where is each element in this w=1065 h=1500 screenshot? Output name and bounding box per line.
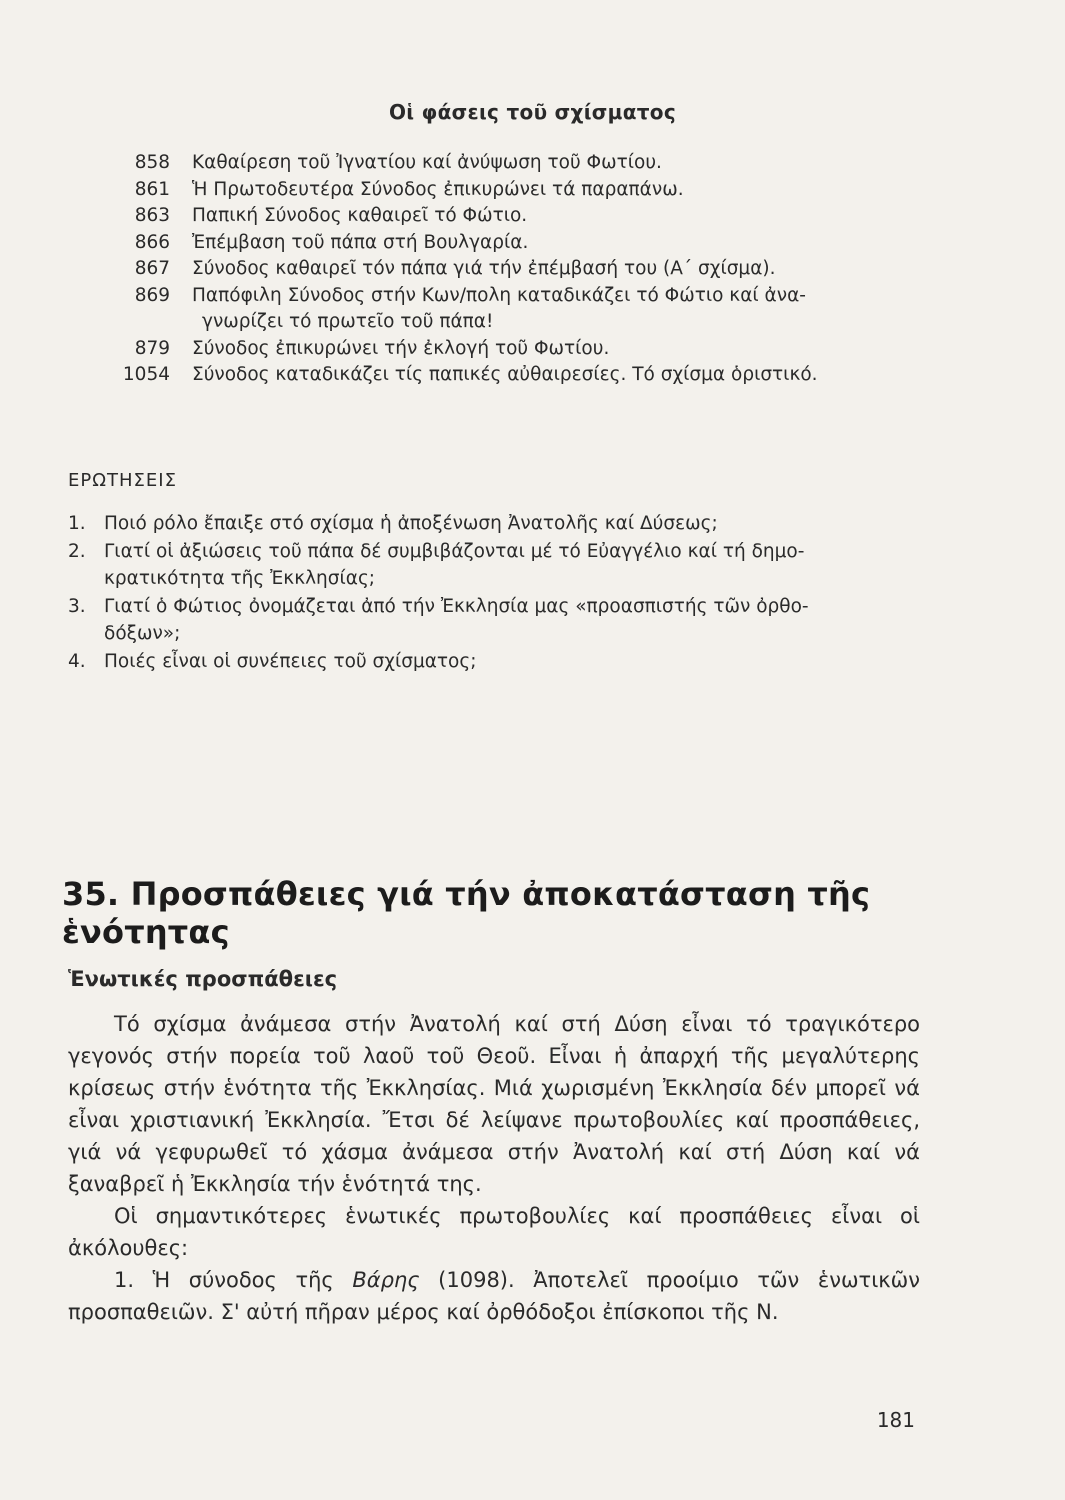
question-number: 1. [68,513,86,534]
timeline-entry [100,230,920,257]
question-item [68,648,948,676]
timeline-text: Καθαίρεση τοῦ Ἰγνατίου καί ἀνύψωση τοῦ Φωτίου. [192,152,662,173]
timeline-text: Παπική Σύνοδος καθαιρεῖ τό Φώτιο. [192,205,528,226]
paragraph-text: 1. Ἡ σύνοδος τῆς [114,1268,353,1292]
paragraph-text: (1098). Ἀποτελεῖ προοίμιο τῶν ἑνωτικῶν προσπαθειῶν. Σ' αὐτή πῆραν μέρος καί ὀρθόδοξοι ἐπίσκοποι τῆς Ν. [68,1268,920,1324]
timeline-text: Παπόφιλη Σύνοδος στήν Κων/πολη καταδικάζει τό Φώτιο καί ἀνα- [192,284,806,306]
question-number: 2. [68,540,86,562]
timeline-text-continuation: γνωρίζει τό πρωτεῖο τοῦ πάπα! [202,311,494,332]
timeline-entry [100,203,920,230]
timeline-year: 866 [134,231,170,253]
timeline-list [100,150,920,389]
question-item [68,538,948,566]
chapter-title: 35. Προσπάθειες γιά τήν ἀποκατάσταση τῆς ἑνότητας [62,875,871,951]
timeline-text: Σύνοδος ἐπικυρώνει τήν ἐκλογή τοῦ Φωτίου. [192,337,610,359]
question-number: 3. [68,595,86,617]
place-name: Βάρης [352,1268,420,1292]
question-item [68,593,948,621]
section-heading: Ἑνωτικές προσπάθειες [68,967,338,991]
chapter-body [68,1008,920,1328]
timeline-entry [100,283,920,310]
timeline-entry [100,362,920,389]
paragraph: Τό σχίσμα ἀνάμεσα στήν Ἀνατολή καί στή Δύση εἶναι τό τραγικότερο γεγονός στήν πορεία τοῦ λαοῦ τοῦ Θεοῦ. Εἶναι ἡ ἀπαρχή τῆς μεγαλύτερης κρίσεως στήν ἑνότητα τῆς Ἐκκλησίας. Μιά χωρισμένη Ἐκκλησία δέν μπορεῖ νά εἶναι χριστιανική Ἐκκλησία. Ἔτσι δέ λείψανε πρωτοβουλίες καί προσπάθειες, γιά νά γεφυρωθεῖ τό χάσμα ἀνάμεσα στήν Ἀνατολή καί στή Δύση καί νά ξαναβρεῖ ἡ Ἐκκλησία τήν ἑνότητά της. [68,1012,920,1196]
timeline-year: 861 [134,178,170,200]
timeline-year: 1054 [122,364,170,385]
timeline-title: Οἱ φάσεις τοῦ σχίσματος [389,100,676,124]
question-item [68,510,948,538]
question-text-continuation: δόξων»; [104,623,181,644]
timeline-text: Ἐπέμβαση τοῦ πάπα στή Βουλγαρία. [192,231,529,253]
page-number: 181 [876,1408,915,1432]
timeline-text: Ἡ Πρωτοδευτέρα Σύνοδος ἐπικυρώνει τά παραπάνω. [192,178,684,200]
timeline-year: 863 [134,205,170,226]
timeline-text: Σύνοδος καταδικάζει τίς παπικές αὐθαιρεσίες. Τό σχίσμα ὁριστικό. [192,364,818,385]
question-text: Ποιό ρόλο ἔπαιξε στό σχίσμα ἡ ἀποξένωση Ἀνατολῆς καί Δύσεως; [104,513,718,534]
question-number: 4. [68,650,86,672]
timeline-entry [100,336,920,363]
questions-list [68,510,948,675]
timeline-entry [100,177,920,204]
timeline-entry [100,150,920,177]
paragraph [68,1264,920,1328]
question-text-continuation: κρατικότητα τῆς Ἐκκλησίας; [104,568,376,589]
question-text: Γιατί ὁ Φώτιος ὀνομάζεται ἀπό τήν Ἐκκλησία μας «προασπιστής τῶν ὀρθο- [104,595,809,617]
paragraph: Οἱ σημαντικότερες ἑνωτικές πρωτοβουλίες καί προσπάθειες εἶναι οἱ ἀκόλουθες: [68,1204,920,1260]
timeline-entry [100,256,920,283]
timeline-year: 858 [134,152,170,173]
questions-heading: ΕΡΩΤΗΣΕΙΣ [68,470,177,491]
timeline-year: 879 [134,337,170,359]
question-text: Ποιές εἶναι οἱ συνέπειες τοῦ σχίσματος; [104,650,477,672]
timeline-year: 867 [134,258,170,279]
timeline-year: 869 [134,284,170,306]
timeline-text: Σύνοδος καθαιρεῖ τόν πάπα γιά τήν ἐπέμβασή του (Α΄ σχίσμα). [192,258,776,279]
question-text: Γιατί οἱ ἀξιώσεις τοῦ πάπα δέ συμβιβάζονται μέ τό Εὐαγγέλιο καί τή δημο- [104,540,805,562]
